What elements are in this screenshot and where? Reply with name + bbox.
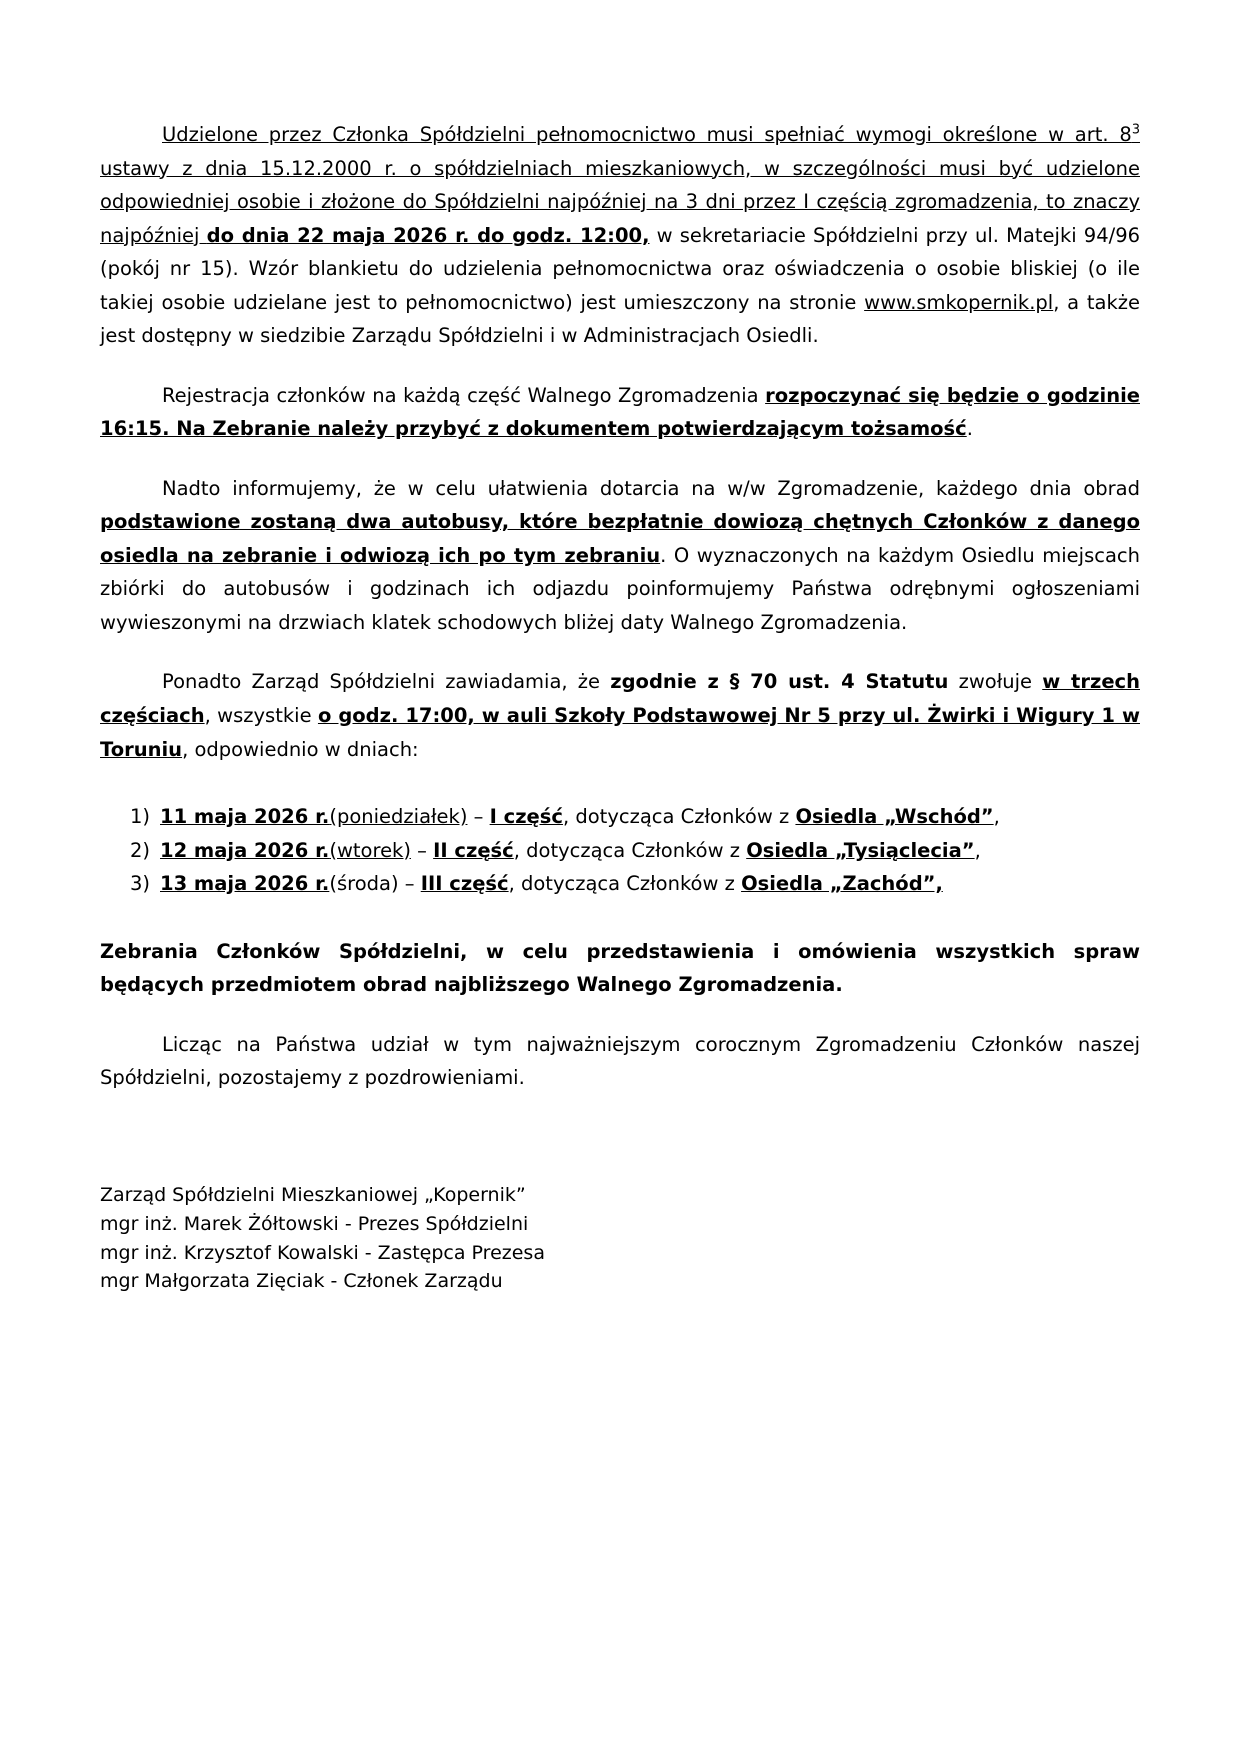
signature-line-1: Zarząd Spółdzielni Mieszkaniowej „Kopernik” [100, 1183, 526, 1206]
item-number: 3) [130, 872, 151, 896]
meeting-date: 12 maja 2026 r. [160, 838, 330, 862]
p4-bold-three-parts: w trzech częściach [100, 670, 1140, 727]
meetings-list [100, 800, 1140, 901]
p1-superscript: 3 [1131, 122, 1140, 138]
paragraph-registration [100, 379, 1140, 446]
meeting-end: , [974, 838, 981, 862]
item-number: 1) [130, 805, 151, 829]
p1-deadline-bold: do dnia 22 maja 2026 r. do godz. 12:00, [206, 223, 650, 247]
meeting-weekday: (wtorek) [329, 838, 411, 862]
list-item [100, 834, 1140, 868]
p1-segment-3: w sekretariacie Spółdzielni przy ul. Matejki 94/96 (pokój nr 15). Wzór blankietu do udzielenia pełnomocnictwa oraz oświadczenia o osobie bliskiej (o ile takiej osobie udzielane jest to pełnomocnictwo) jest umieszczony na stronie [100, 223, 1141, 314]
list-item [100, 867, 1140, 901]
meeting-weekday: (środa) [329, 872, 399, 896]
meeting-estate: Osiedla „Zachód”, [741, 872, 943, 896]
p2-segment-1: Rejestracja członków na każdą część Walnego Zgromadzenia [162, 383, 766, 407]
p4-segment-3: , wszystkie [204, 703, 318, 727]
paragraph-purpose: Zebrania Członków Spółdzielni, w celu przedstawienia i omówienia wszystkich spraw będących przedmiotem obrad najbliższego Walnego Zgromadzenia. [100, 939, 1140, 997]
signature-line-4: mgr Małgorzata Zięciak - Członek Zarządu [100, 1270, 503, 1293]
meeting-date: 11 maja 2026 r. [160, 805, 330, 829]
meeting-estate: Osiedla „Tysiąclecia” [746, 838, 975, 862]
meeting-weekday: (poniedziałek) [329, 805, 468, 829]
p4-segment-1: Ponadto Zarząd Spółdzielni zawiadamia, że [162, 670, 611, 694]
website-link[interactable]: www.smkopernik.pl [864, 290, 1054, 314]
meeting-dash: – [410, 838, 434, 862]
p4-bold-venue: o godz. 17:00, w auli Szkoły Podstawowej Nr 5 przy ul. Żwirki i Wigury 1 w Toruniu [100, 703, 1140, 761]
paragraph-buses [100, 472, 1140, 640]
meeting-end: , [993, 805, 1000, 829]
p2-segment-2: . [966, 417, 973, 441]
list-item [100, 800, 1140, 834]
p2-bold-registration-time: rozpoczynać się będzie o godzinie 16:15. Na Zebranie należy przybyć z dokumentem potwierdzającym tożsamość [100, 383, 1140, 441]
p4-segment-4: , odpowiednio w dniach: [182, 737, 419, 761]
paragraph-closing: Licząc na Państwa udział w tym najważniejszym corocznym Zgromadzeniu Członków naszej Spółdzielni, pozostajemy z pozdrowieniami. [100, 1032, 1140, 1090]
meeting-date: 13 maja 2026 r. [160, 872, 330, 896]
p3-bold-buses: podstawione zostaną dwa autobusy, które bezpłatnie dowiozą chętnych Członków z danego osiedla na zebranie i odwiozą ich po tym zebraniu [100, 510, 1140, 567]
p4-bold-statute: zgodnie z § 70 ust. 4 Statutu [610, 670, 949, 694]
p3-segment-2: . O wyznaczonych na każdym Osiedlu miejscach zbiórki do autobusów i godzinach ich odjazdu poinformujemy Państwa odrębnymi ogłoszeniami wywieszonymi na drzwiach klatek schodowych bliżej daty Walnego Zgromadzenia. [100, 543, 1140, 634]
meeting-dash: – [467, 805, 490, 829]
p1-segment-4: , a także jest dostępny w siedzibie Zarządu Spółdzielni i w Administracjach Osiedli. [100, 290, 1140, 348]
signature-line-2: mgr inż. Marek Żółtowski - Prezes Spółdzielni [100, 1212, 529, 1235]
p1-segment-1: Udzielone przez Członka Spółdzielni pełnomocnictwo musi spełniać wymogi określone w art. 8 [162, 123, 1132, 146]
item-number: 2) [130, 838, 151, 862]
signature-line-3: mgr inż. Krzysztof Kowalski - Zastępca Prezesa [100, 1241, 545, 1264]
p3-segment-1: Nadto informujemy, że w celu ułatwienia dotarcia na w/w Zgromadzenie, każdego dnia obrad [162, 476, 1140, 500]
meeting-middle-text: , dotycząca Członków z [562, 805, 796, 829]
p1-segment-2: ustawy z dnia 15.12.2000 r. o spółdzielniach mieszkaniowych, w szczególności musi być udzielone odpowiedniej osobie i złożone do Spółdzielni najpóźniej na 3 dni przez I częścią zgromadzenia, to znaczy najpóźniej [100, 156, 1140, 247]
meeting-part: III część [420, 872, 509, 896]
paragraph-proxy-requirements [100, 118, 1140, 353]
paragraph-statute-notice [100, 665, 1140, 766]
meeting-middle-text: , dotycząca Członków z [513, 838, 747, 862]
meeting-middle-text: , dotycząca Członków z [508, 872, 742, 896]
signature-block [100, 1181, 1140, 1297]
meeting-part: II część [433, 838, 514, 862]
meeting-estate: Osiedla „Wschód” [795, 805, 994, 829]
meeting-dash: – [398, 872, 421, 896]
p4-segment-2: zwołuje [948, 670, 1043, 694]
meeting-part: I część [489, 805, 563, 829]
